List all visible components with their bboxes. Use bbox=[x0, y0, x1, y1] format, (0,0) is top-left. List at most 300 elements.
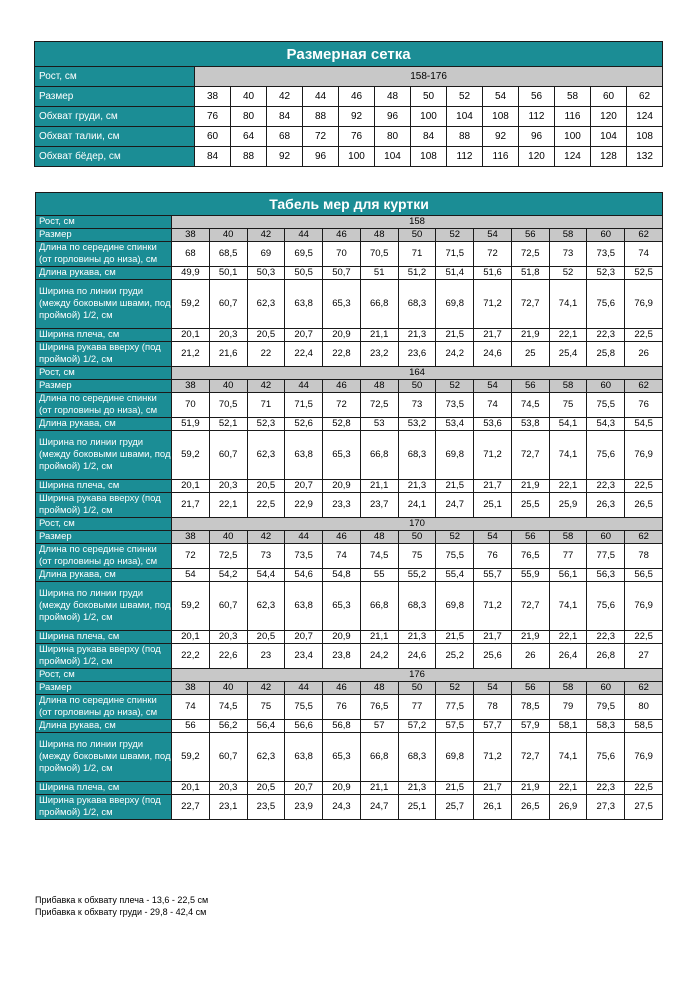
height-label: Рост, см bbox=[35, 67, 195, 87]
value-cell: 24,6 bbox=[474, 342, 512, 367]
height-label: Рост, см bbox=[36, 669, 172, 682]
value-cell: 21,7 bbox=[474, 480, 512, 493]
value-cell: 59,2 bbox=[172, 582, 210, 631]
row-label: Длина по середине спинки (от горловины до низа), см bbox=[36, 695, 172, 720]
value-cell: 76 bbox=[195, 107, 231, 127]
value-cell: 92 bbox=[483, 127, 519, 147]
size-cell: 58 bbox=[555, 87, 591, 107]
value-cell: 21,3 bbox=[398, 631, 436, 644]
row-label: Ширина рукава вверху (под проймой) 1/2, см bbox=[36, 644, 172, 669]
value-cell: 25,4 bbox=[549, 342, 587, 367]
value-cell: 76,9 bbox=[625, 431, 663, 480]
row-label: Обхват талии, см bbox=[35, 127, 195, 147]
value-cell: 22,5 bbox=[625, 329, 663, 342]
value-cell: 21,1 bbox=[360, 480, 398, 493]
value-cell: 74,5 bbox=[209, 695, 247, 720]
table-row bbox=[36, 733, 663, 782]
value-cell: 22,3 bbox=[587, 329, 625, 342]
size-cell: 38 bbox=[172, 682, 210, 695]
value-cell: 76 bbox=[339, 127, 375, 147]
table-row bbox=[35, 147, 663, 167]
value-cell: 22,7 bbox=[172, 795, 210, 820]
value-cell: 23,5 bbox=[247, 795, 285, 820]
size-cell: 52 bbox=[436, 229, 474, 242]
value-cell: 21,7 bbox=[474, 782, 512, 795]
value-cell: 75,5 bbox=[587, 393, 625, 418]
value-cell: 88 bbox=[231, 147, 267, 167]
value-cell: 71,2 bbox=[474, 582, 512, 631]
table-row bbox=[36, 393, 663, 418]
value-cell: 77 bbox=[398, 695, 436, 720]
value-cell: 21,7 bbox=[474, 329, 512, 342]
value-cell: 21,9 bbox=[511, 329, 549, 342]
size-cell: 48 bbox=[360, 531, 398, 544]
value-cell: 20,5 bbox=[247, 631, 285, 644]
value-cell: 22,2 bbox=[172, 644, 210, 669]
value-cell: 69 bbox=[247, 242, 285, 267]
value-cell: 75,6 bbox=[587, 280, 625, 329]
table-row bbox=[36, 782, 663, 795]
value-cell: 57,5 bbox=[436, 720, 474, 733]
size-cell: 40 bbox=[209, 380, 247, 393]
size-cell: 60 bbox=[587, 531, 625, 544]
jacket-title-row bbox=[36, 193, 663, 216]
value-cell: 73,5 bbox=[436, 393, 474, 418]
value-cell: 21,5 bbox=[436, 480, 474, 493]
value-cell: 68,3 bbox=[398, 733, 436, 782]
size-cell: 54 bbox=[483, 87, 519, 107]
value-cell: 23,6 bbox=[398, 342, 436, 367]
value-cell: 76 bbox=[323, 695, 361, 720]
value-cell: 60,7 bbox=[209, 431, 247, 480]
height-value: 164 bbox=[172, 367, 663, 380]
value-cell: 21,6 bbox=[209, 342, 247, 367]
value-cell: 62,3 bbox=[247, 280, 285, 329]
size-cell: 50 bbox=[398, 531, 436, 544]
value-cell: 80 bbox=[625, 695, 663, 720]
value-cell: 71,2 bbox=[474, 431, 512, 480]
size-row bbox=[36, 380, 663, 393]
row-label: Обхват бёдер, см bbox=[35, 147, 195, 167]
value-cell: 73 bbox=[398, 393, 436, 418]
value-cell: 59,2 bbox=[172, 733, 210, 782]
height-value: 158 bbox=[172, 216, 663, 229]
row-label: Ширина рукава вверху (под проймой) 1/2, см bbox=[36, 342, 172, 367]
value-cell: 56,8 bbox=[323, 720, 361, 733]
value-cell: 24,2 bbox=[360, 644, 398, 669]
value-cell: 22 bbox=[247, 342, 285, 367]
value-cell: 75 bbox=[549, 393, 587, 418]
value-cell: 74 bbox=[625, 242, 663, 267]
size-cell: 38 bbox=[172, 531, 210, 544]
value-cell: 52 bbox=[549, 267, 587, 280]
value-cell: 100 bbox=[411, 107, 447, 127]
value-cell: 53,6 bbox=[474, 418, 512, 431]
value-cell: 76,9 bbox=[625, 582, 663, 631]
value-cell: 57,9 bbox=[511, 720, 549, 733]
value-cell: 21,1 bbox=[360, 782, 398, 795]
value-cell: 72,7 bbox=[511, 431, 549, 480]
value-cell: 96 bbox=[519, 127, 555, 147]
value-cell: 63,8 bbox=[285, 582, 323, 631]
table-row bbox=[36, 695, 663, 720]
value-cell: 58,5 bbox=[625, 720, 663, 733]
value-cell: 78,5 bbox=[511, 695, 549, 720]
notes bbox=[35, 894, 208, 918]
value-cell: 20,5 bbox=[247, 480, 285, 493]
value-cell: 80 bbox=[375, 127, 411, 147]
value-cell: 55,9 bbox=[511, 569, 549, 582]
size-label: Размер bbox=[35, 87, 195, 107]
value-cell: 100 bbox=[555, 127, 591, 147]
value-cell: 51,8 bbox=[511, 267, 549, 280]
value-cell: 108 bbox=[483, 107, 519, 127]
value-cell: 25,9 bbox=[549, 493, 587, 518]
value-cell: 88 bbox=[303, 107, 339, 127]
value-cell: 23 bbox=[247, 644, 285, 669]
value-cell: 88 bbox=[447, 127, 483, 147]
height-value: 176 bbox=[172, 669, 663, 682]
value-cell: 62,3 bbox=[247, 431, 285, 480]
size-cell: 44 bbox=[303, 87, 339, 107]
value-cell: 71,2 bbox=[474, 733, 512, 782]
value-cell: 54,2 bbox=[209, 569, 247, 582]
value-cell: 54,8 bbox=[323, 569, 361, 582]
value-cell: 23,9 bbox=[285, 795, 323, 820]
value-cell: 124 bbox=[627, 107, 663, 127]
value-cell: 62,3 bbox=[247, 582, 285, 631]
size-cell: 48 bbox=[360, 380, 398, 393]
table-row bbox=[36, 329, 663, 342]
value-cell: 76 bbox=[474, 544, 512, 569]
value-cell: 52,5 bbox=[625, 267, 663, 280]
value-cell: 77,5 bbox=[587, 544, 625, 569]
size-cell: 46 bbox=[323, 380, 361, 393]
value-cell: 25,1 bbox=[398, 795, 436, 820]
value-cell: 66,8 bbox=[360, 582, 398, 631]
value-cell: 21,2 bbox=[172, 342, 210, 367]
value-cell: 54,3 bbox=[587, 418, 625, 431]
size-row bbox=[36, 682, 663, 695]
value-cell: 21,3 bbox=[398, 329, 436, 342]
value-cell: 22,3 bbox=[587, 480, 625, 493]
value-cell: 55 bbox=[360, 569, 398, 582]
value-cell: 23,1 bbox=[209, 795, 247, 820]
value-cell: 63,8 bbox=[285, 280, 323, 329]
value-cell: 20,9 bbox=[323, 631, 361, 644]
size-cell: 52 bbox=[436, 380, 474, 393]
value-cell: 21,5 bbox=[436, 329, 474, 342]
value-cell: 68,3 bbox=[398, 280, 436, 329]
value-cell: 21,5 bbox=[436, 631, 474, 644]
size-cell: 56 bbox=[511, 380, 549, 393]
size-cell: 52 bbox=[436, 531, 474, 544]
value-cell: 73,5 bbox=[285, 544, 323, 569]
value-cell: 76,9 bbox=[625, 733, 663, 782]
value-cell: 78 bbox=[625, 544, 663, 569]
value-cell: 72 bbox=[474, 242, 512, 267]
value-cell: 108 bbox=[627, 127, 663, 147]
value-cell: 26,3 bbox=[587, 493, 625, 518]
size-cell: 54 bbox=[474, 531, 512, 544]
size-cell: 40 bbox=[209, 682, 247, 695]
value-cell: 68,5 bbox=[209, 242, 247, 267]
value-cell: 72 bbox=[323, 393, 361, 418]
table-row bbox=[36, 569, 663, 582]
height-row bbox=[36, 669, 663, 682]
value-cell: 76 bbox=[625, 393, 663, 418]
size-cell: 46 bbox=[339, 87, 375, 107]
value-cell: 74,5 bbox=[511, 393, 549, 418]
value-cell: 75,6 bbox=[587, 431, 625, 480]
size-cell: 62 bbox=[627, 87, 663, 107]
value-cell: 27 bbox=[625, 644, 663, 669]
table-row bbox=[36, 544, 663, 569]
value-cell: 76,9 bbox=[625, 280, 663, 329]
value-cell: 22,4 bbox=[285, 342, 323, 367]
size-cell: 62 bbox=[625, 531, 663, 544]
value-cell: 55,2 bbox=[398, 569, 436, 582]
value-cell: 76,5 bbox=[360, 695, 398, 720]
value-cell: 26,5 bbox=[625, 493, 663, 518]
value-cell: 26,8 bbox=[587, 644, 625, 669]
table-row bbox=[35, 127, 663, 147]
size-cell: 42 bbox=[247, 229, 285, 242]
size-label: Размер bbox=[36, 229, 172, 242]
table-row bbox=[36, 242, 663, 267]
value-cell: 23,3 bbox=[323, 493, 361, 518]
value-cell: 51,4 bbox=[436, 267, 474, 280]
value-cell: 21,7 bbox=[172, 493, 210, 518]
size-cell: 62 bbox=[625, 682, 663, 695]
value-cell: 53,4 bbox=[436, 418, 474, 431]
value-cell: 27,5 bbox=[625, 795, 663, 820]
value-cell: 74,1 bbox=[549, 733, 587, 782]
table-row bbox=[36, 582, 663, 631]
value-cell: 63,8 bbox=[285, 431, 323, 480]
value-cell: 23,8 bbox=[323, 644, 361, 669]
value-cell: 54,6 bbox=[285, 569, 323, 582]
value-cell: 50,3 bbox=[247, 267, 285, 280]
size-cell: 60 bbox=[587, 380, 625, 393]
value-cell: 112 bbox=[519, 107, 555, 127]
value-cell: 65,3 bbox=[323, 733, 361, 782]
value-cell: 22,5 bbox=[247, 493, 285, 518]
value-cell: 27,3 bbox=[587, 795, 625, 820]
value-cell: 72,7 bbox=[511, 280, 549, 329]
value-cell: 65,3 bbox=[323, 582, 361, 631]
value-cell: 74,1 bbox=[549, 582, 587, 631]
row-label: Длина рукава, см bbox=[36, 569, 172, 582]
size-cell: 56 bbox=[511, 531, 549, 544]
value-cell: 21,3 bbox=[398, 782, 436, 795]
size-cell: 42 bbox=[247, 531, 285, 544]
row-label: Длина по середине спинки (от горловины до низа), см bbox=[36, 544, 172, 569]
size-cell: 38 bbox=[172, 380, 210, 393]
size-cell: 44 bbox=[285, 380, 323, 393]
row-label: Ширина плеча, см bbox=[36, 782, 172, 795]
table-row bbox=[36, 418, 663, 431]
value-cell: 21,9 bbox=[511, 480, 549, 493]
size-cell: 58 bbox=[549, 229, 587, 242]
value-cell: 72,7 bbox=[511, 582, 549, 631]
value-cell: 74,1 bbox=[549, 280, 587, 329]
value-cell: 20,7 bbox=[285, 329, 323, 342]
table-row bbox=[36, 720, 663, 733]
table-row bbox=[36, 631, 663, 644]
row-label: Ширина рукава вверху (под проймой) 1/2, см bbox=[36, 795, 172, 820]
value-cell: 73,5 bbox=[587, 242, 625, 267]
value-cell: 74 bbox=[323, 544, 361, 569]
value-cell: 51 bbox=[360, 267, 398, 280]
value-cell: 66,8 bbox=[360, 733, 398, 782]
value-cell: 51,2 bbox=[398, 267, 436, 280]
height-row bbox=[36, 518, 663, 531]
value-cell: 69,8 bbox=[436, 280, 474, 329]
size-grid-title: Размерная сетка bbox=[35, 42, 663, 67]
value-cell: 64 bbox=[231, 127, 267, 147]
size-cell: 46 bbox=[323, 229, 361, 242]
value-cell: 20,3 bbox=[209, 631, 247, 644]
value-cell: 120 bbox=[591, 107, 627, 127]
value-cell: 80 bbox=[231, 107, 267, 127]
value-cell: 58,3 bbox=[587, 720, 625, 733]
size-cell: 62 bbox=[625, 380, 663, 393]
value-cell: 22,1 bbox=[549, 329, 587, 342]
value-cell: 69,8 bbox=[436, 733, 474, 782]
value-cell: 51,6 bbox=[474, 267, 512, 280]
value-cell: 20,7 bbox=[285, 480, 323, 493]
value-cell: 52,1 bbox=[209, 418, 247, 431]
size-cell: 60 bbox=[591, 87, 627, 107]
value-cell: 22,1 bbox=[209, 493, 247, 518]
value-cell: 26 bbox=[511, 644, 549, 669]
value-cell: 25,1 bbox=[474, 493, 512, 518]
value-cell: 21,3 bbox=[398, 480, 436, 493]
value-cell: 25,2 bbox=[436, 644, 474, 669]
value-cell: 26,9 bbox=[549, 795, 587, 820]
value-cell: 74 bbox=[474, 393, 512, 418]
value-cell: 56,5 bbox=[625, 569, 663, 582]
value-cell: 24,3 bbox=[323, 795, 361, 820]
value-cell: 26,5 bbox=[511, 795, 549, 820]
value-cell: 70,5 bbox=[360, 242, 398, 267]
value-cell: 79 bbox=[549, 695, 587, 720]
value-cell: 26,1 bbox=[474, 795, 512, 820]
value-cell: 65,3 bbox=[323, 280, 361, 329]
size-row bbox=[36, 229, 663, 242]
value-cell: 84 bbox=[267, 107, 303, 127]
value-cell: 20,5 bbox=[247, 329, 285, 342]
value-cell: 26,4 bbox=[549, 644, 587, 669]
size-grid-table bbox=[34, 41, 663, 167]
value-cell: 100 bbox=[339, 147, 375, 167]
size-cell: 38 bbox=[195, 87, 231, 107]
row-label: Ширина по линии груди (между боковыми швами, под проймой) 1/2, см bbox=[36, 280, 172, 329]
value-cell: 21,5 bbox=[436, 782, 474, 795]
value-cell: 24,1 bbox=[398, 493, 436, 518]
row-label: Ширина плеча, см bbox=[36, 631, 172, 644]
size-label: Размер bbox=[36, 531, 172, 544]
value-cell: 51,9 bbox=[172, 418, 210, 431]
value-cell: 26 bbox=[625, 342, 663, 367]
height-value: 170 bbox=[172, 518, 663, 531]
value-cell: 72 bbox=[172, 544, 210, 569]
value-cell: 73 bbox=[549, 242, 587, 267]
size-cell: 56 bbox=[511, 682, 549, 695]
value-cell: 84 bbox=[195, 147, 231, 167]
value-cell: 23,4 bbox=[285, 644, 323, 669]
value-cell: 124 bbox=[555, 147, 591, 167]
row-label: Обхват груди, см bbox=[35, 107, 195, 127]
value-cell: 20,9 bbox=[323, 329, 361, 342]
value-cell: 70,5 bbox=[209, 393, 247, 418]
size-cell: 58 bbox=[549, 531, 587, 544]
value-cell: 68,3 bbox=[398, 582, 436, 631]
value-cell: 22,1 bbox=[549, 631, 587, 644]
height-value: 158-176 bbox=[195, 67, 663, 87]
value-cell: 22,5 bbox=[625, 782, 663, 795]
row-label: Ширина плеча, см bbox=[36, 480, 172, 493]
size-cell: 54 bbox=[474, 380, 512, 393]
value-cell: 50,1 bbox=[209, 267, 247, 280]
value-cell: 24,7 bbox=[360, 795, 398, 820]
value-cell: 63,8 bbox=[285, 733, 323, 782]
table-row bbox=[36, 480, 663, 493]
table-row bbox=[36, 493, 663, 518]
size-grid-title-row bbox=[35, 42, 663, 67]
value-cell: 56,2 bbox=[209, 720, 247, 733]
size-cell: 54 bbox=[474, 682, 512, 695]
value-cell: 96 bbox=[375, 107, 411, 127]
value-cell: 25,7 bbox=[436, 795, 474, 820]
value-cell: 128 bbox=[591, 147, 627, 167]
value-cell: 71,2 bbox=[474, 280, 512, 329]
height-label: Рост, см bbox=[36, 216, 172, 229]
value-cell: 66,8 bbox=[360, 431, 398, 480]
value-cell: 92 bbox=[267, 147, 303, 167]
row-label: Ширина по линии груди (между боковыми швами, под проймой) 1/2, см bbox=[36, 582, 172, 631]
value-cell: 25,5 bbox=[511, 493, 549, 518]
row-label: Ширина рукава вверху (под проймой) 1/2, см bbox=[36, 493, 172, 518]
value-cell: 21,1 bbox=[360, 329, 398, 342]
value-cell: 77,5 bbox=[436, 695, 474, 720]
value-cell: 52,3 bbox=[247, 418, 285, 431]
size-cell: 52 bbox=[447, 87, 483, 107]
value-cell: 22,9 bbox=[285, 493, 323, 518]
value-cell: 25,6 bbox=[474, 644, 512, 669]
value-cell: 72,5 bbox=[360, 393, 398, 418]
value-cell: 108 bbox=[411, 147, 447, 167]
value-cell: 74,5 bbox=[360, 544, 398, 569]
size-cell: 58 bbox=[549, 380, 587, 393]
value-cell: 71 bbox=[247, 393, 285, 418]
value-cell: 56,4 bbox=[247, 720, 285, 733]
value-cell: 23,2 bbox=[360, 342, 398, 367]
value-cell: 75 bbox=[398, 544, 436, 569]
size-cell: 50 bbox=[398, 682, 436, 695]
size-cell: 60 bbox=[587, 229, 625, 242]
size-cell: 40 bbox=[209, 531, 247, 544]
value-cell: 84 bbox=[411, 127, 447, 147]
value-cell: 53,8 bbox=[511, 418, 549, 431]
value-cell: 24,2 bbox=[436, 342, 474, 367]
value-cell: 132 bbox=[627, 147, 663, 167]
size-cell: 44 bbox=[285, 229, 323, 242]
height-label: Рост, см bbox=[36, 367, 172, 380]
value-cell: 68 bbox=[267, 127, 303, 147]
value-cell: 60 bbox=[195, 127, 231, 147]
